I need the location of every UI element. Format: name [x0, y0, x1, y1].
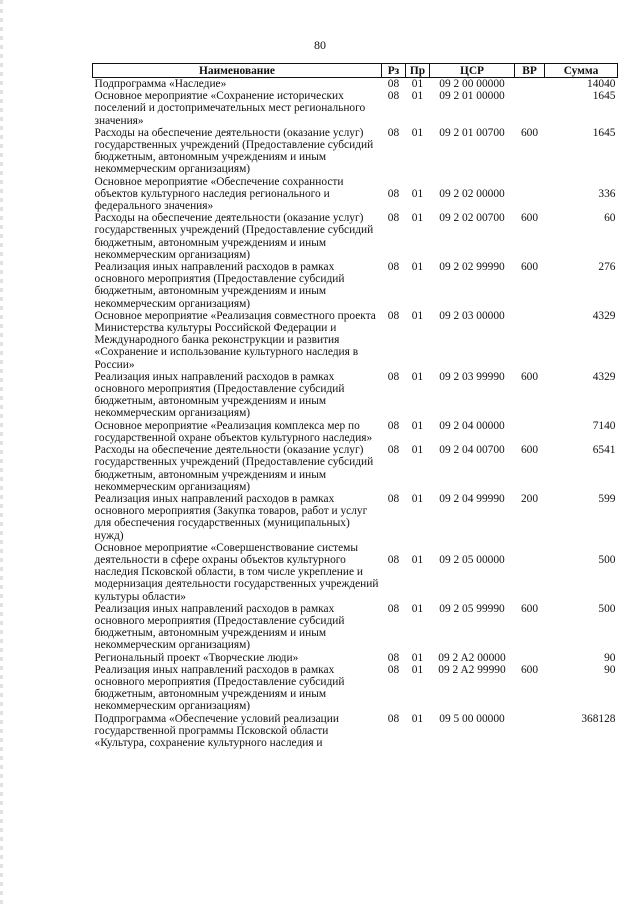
table-row: [93, 713, 618, 750]
row-rz: 08: [387, 553, 400, 566]
column-header-pr: Пр: [406, 64, 430, 78]
row-sum: 4329: [592, 370, 616, 383]
row-pr: 01: [411, 651, 424, 664]
row-vr: [515, 420, 545, 444]
row-rz: 08: [387, 602, 400, 615]
row-pr: 01: [411, 602, 424, 615]
row-csr: 09 2 04 00000: [439, 419, 505, 432]
column-header-sum: Сумма: [545, 64, 618, 78]
column-header-csr: ЦСР: [430, 64, 515, 78]
row-sum: 276: [598, 261, 616, 274]
row-sum: 368128: [581, 712, 616, 725]
row-sum: 60: [604, 212, 616, 225]
row-pr: 01: [411, 212, 424, 225]
table-row: [93, 127, 618, 176]
row-pr: 01: [411, 492, 424, 505]
row-vr: [515, 176, 545, 213]
row-name: Основное мероприятие «Совершенствование системы деятельности в сфере охраны объектов культурного наследия Псковской области, в том числе укрепление и модернизация деятельности государственных учреждений культуры области»: [94, 541, 379, 603]
row-name: Основное мероприятие «Сохранение исторических поселений и достопримечательных мест регионального значения»: [94, 90, 366, 127]
row-csr: 09 2 05 00000: [439, 553, 505, 566]
row-vr: [515, 310, 545, 371]
row-sum: 6541: [592, 444, 616, 457]
row-name: Реализация иных направлений расходов в рамках основного мероприятия (Предоставление субсидий бюджетным, автономным учреждениям и иным некоммерческим организациям): [94, 261, 345, 310]
row-name: Региональный проект «Творческие люди»: [94, 651, 299, 664]
row-rz: 08: [387, 90, 400, 103]
row-name: Подпрограмма «Обеспечение условий реализации государственной программы Псковской области «Культура, сохранение культурного наследия и: [94, 712, 339, 749]
row-pr: 01: [411, 309, 424, 322]
table-row: [93, 603, 618, 652]
row-name: Основное мероприятие «Реализация совместного проекта Министерства культуры Российской Федерации и Международного банка реконструкции и развития «Сохранение и использование культурного наследия в России»: [94, 309, 376, 371]
table-row: [93, 542, 618, 603]
row-sum: 90: [604, 663, 616, 676]
row-sum: 1645: [592, 126, 616, 139]
table-row: [93, 371, 618, 420]
row-name: Реализация иных направлений расходов в рамках основного мероприятия (Предоставление субсидий бюджетным, автономным учреждениям и иным некоммерческим организациям): [94, 663, 345, 713]
row-csr: 09 2 01 00700: [439, 126, 505, 139]
row-sum: 599: [598, 492, 616, 505]
row-vr: 600: [520, 663, 539, 676]
row-pr: 01: [411, 444, 424, 457]
table-row: [93, 90, 618, 127]
row-pr: 01: [411, 712, 424, 725]
row-rz: 08: [387, 663, 400, 676]
row-vr: 600: [520, 126, 539, 139]
row-rz: 08: [387, 212, 400, 225]
table-row: [93, 176, 618, 213]
row-sum: 4329: [592, 309, 616, 322]
row-vr: 600: [520, 602, 539, 615]
row-sum: 336: [598, 187, 616, 200]
table-row: [93, 444, 618, 493]
scan-edge: [0, 0, 3, 905]
row-vr: 600: [520, 212, 539, 225]
row-rz: 08: [387, 419, 400, 432]
row-name: Подпрограмма «Наследие»: [94, 78, 227, 90]
row-rz: 08: [387, 78, 400, 90]
row-rz: 08: [387, 370, 400, 383]
row-csr: 09 2 02 00000: [439, 187, 505, 200]
row-vr: [515, 78, 545, 91]
row-rz: 08: [387, 187, 400, 200]
row-vr: [515, 90, 545, 127]
column-header-name: Наименование: [93, 64, 382, 78]
row-rz: 08: [387, 309, 400, 322]
row-csr: 09 2 03 99990: [439, 370, 505, 383]
row-csr: 09 2 04 99990: [439, 492, 505, 505]
row-sum: 90: [604, 651, 616, 664]
column-header-rz: Рз: [382, 64, 406, 78]
row-pr: 01: [411, 90, 424, 103]
column-header-vr: ВР: [515, 64, 545, 78]
row-pr: 01: [411, 261, 424, 274]
table-row: [93, 78, 618, 91]
row-name: Расходы на обеспечение деятельности (оказание услуг) государственных учреждений (Предоставление субсидий бюджетным, автономным учреждениям и иным некоммерческим организациям): [94, 126, 374, 176]
row-csr: 09 2 01 00000: [439, 90, 505, 103]
table-row: [93, 261, 618, 310]
row-vr: 200: [520, 492, 539, 505]
row-csr: 09 5 00 00000: [439, 712, 505, 725]
row-vr: [515, 652, 545, 664]
table-row: [93, 664, 618, 713]
row-vr: [515, 542, 545, 603]
table-row: [93, 212, 618, 261]
row-pr: 01: [411, 370, 424, 383]
row-csr: 09 2 02 99990: [439, 261, 505, 274]
row-name: Основное мероприятие «Реализация комплекса мер по государственной охране объектов культурного наследия»: [94, 419, 373, 444]
row-csr: 09 2 02 00700: [439, 212, 505, 225]
row-vr: 600: [520, 261, 539, 274]
page-number: 80: [314, 38, 326, 52]
table-row: [93, 310, 618, 371]
row-name: Реализация иных направлений расходов в рамках основного мероприятия (Предоставление субсидий бюджетным, автономным учреждениям и иным некоммерческим организациям): [94, 370, 345, 420]
row-pr: 01: [411, 663, 424, 676]
row-sum: 500: [598, 553, 616, 566]
table-row: [93, 652, 618, 664]
row-vr: 600: [520, 370, 539, 383]
row-csr: 09 2 05 99990: [439, 602, 505, 615]
row-csr: 09 2 03 00000: [439, 309, 505, 322]
row-pr: 01: [411, 187, 424, 200]
row-pr: 01: [411, 78, 424, 90]
row-rz: 08: [387, 126, 400, 139]
table-row: [93, 420, 618, 444]
row-pr: 01: [411, 126, 424, 139]
row-name: Реализация иных направлений расходов в рамках основного мероприятия (Предоставление субсидий бюджетным, автономным учреждениям и иным некоммерческим организациям): [94, 602, 345, 652]
row-csr: 09 2 A2 99990: [438, 663, 506, 676]
row-csr: 09 2 04 00700: [439, 444, 505, 457]
row-sum: 7140: [592, 419, 616, 432]
row-name: Основное мероприятие «Обеспечение сохранности объектов культурного наследия регионального и федерального значения»: [94, 175, 344, 213]
row-sum: 1645: [592, 90, 616, 103]
row-vr: 600: [520, 444, 539, 457]
row-name: Реализация иных направлений расходов в рамках основного мероприятия (Закупка товаров, работ и услуг для обеспечения государственных (муниципальных) нужд): [94, 492, 368, 542]
table-header-row: [93, 64, 618, 78]
row-csr: 09 2 A2 00000: [438, 651, 506, 664]
table-row: [93, 493, 618, 542]
row-rz: 08: [387, 261, 400, 274]
row-rz: 08: [387, 651, 400, 664]
row-name: Расходы на обеспечение деятельности (оказание услуг) государственных учреждений (Предоставление субсидий бюджетным, автономным учреждениям и иным некоммерческим организациям): [94, 444, 374, 493]
row-vr: [515, 713, 545, 750]
row-sum: 14040: [587, 78, 616, 90]
row-rz: 08: [387, 492, 400, 505]
row-sum: 500: [598, 602, 616, 615]
row-rz: 08: [387, 444, 400, 457]
row-pr: 01: [411, 419, 424, 432]
row-csr: 09 2 00 00000: [439, 78, 505, 90]
row-name: Расходы на обеспечение деятельности (оказание услуг) государственных учреждений (Предоставление субсидий бюджетным, автономным учреждениям и иным некоммерческим организациям): [94, 212, 374, 261]
budget-table: [92, 63, 618, 749]
row-rz: 08: [387, 712, 400, 725]
row-pr: 01: [411, 553, 424, 566]
